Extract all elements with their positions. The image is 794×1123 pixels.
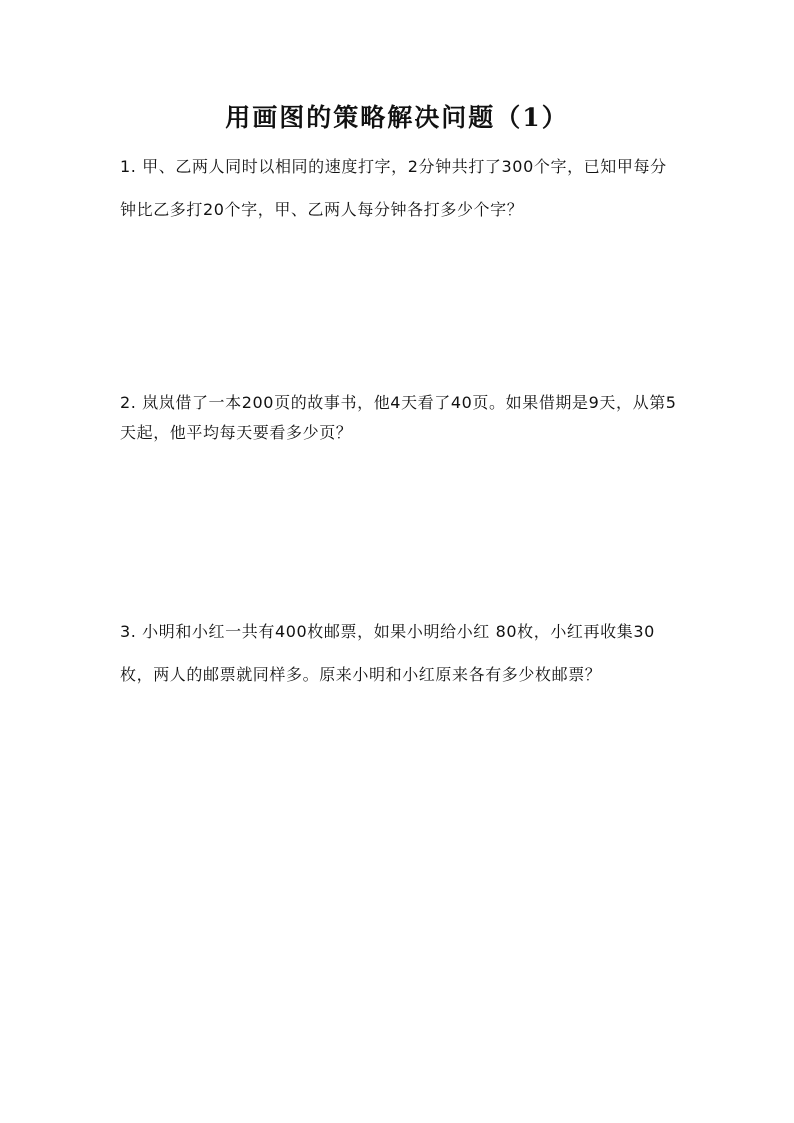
question-2: 2. 岚岚借了一本200页的故事书，他4天看了40页。如果借期是9天，从第5天起，他平均每天要看多少页？ xyxy=(120,393,677,442)
question-3: 3. 小明和小红一共有400枚邮票，如果小明给小红 80枚，小红再收集30枚，两人的邮票就同样多。原来小明和小红原来各有多少枚邮票？ xyxy=(120,622,655,684)
page-title: 用画图的策略解决问题（1） xyxy=(225,103,569,132)
question-1: 1. 甲、乙两人同时以相同的速度打字，2分钟共打了300个字，已知甲每分钟比乙多打20个字，甲、乙两人每分钟各打多少个字？ xyxy=(120,157,667,219)
